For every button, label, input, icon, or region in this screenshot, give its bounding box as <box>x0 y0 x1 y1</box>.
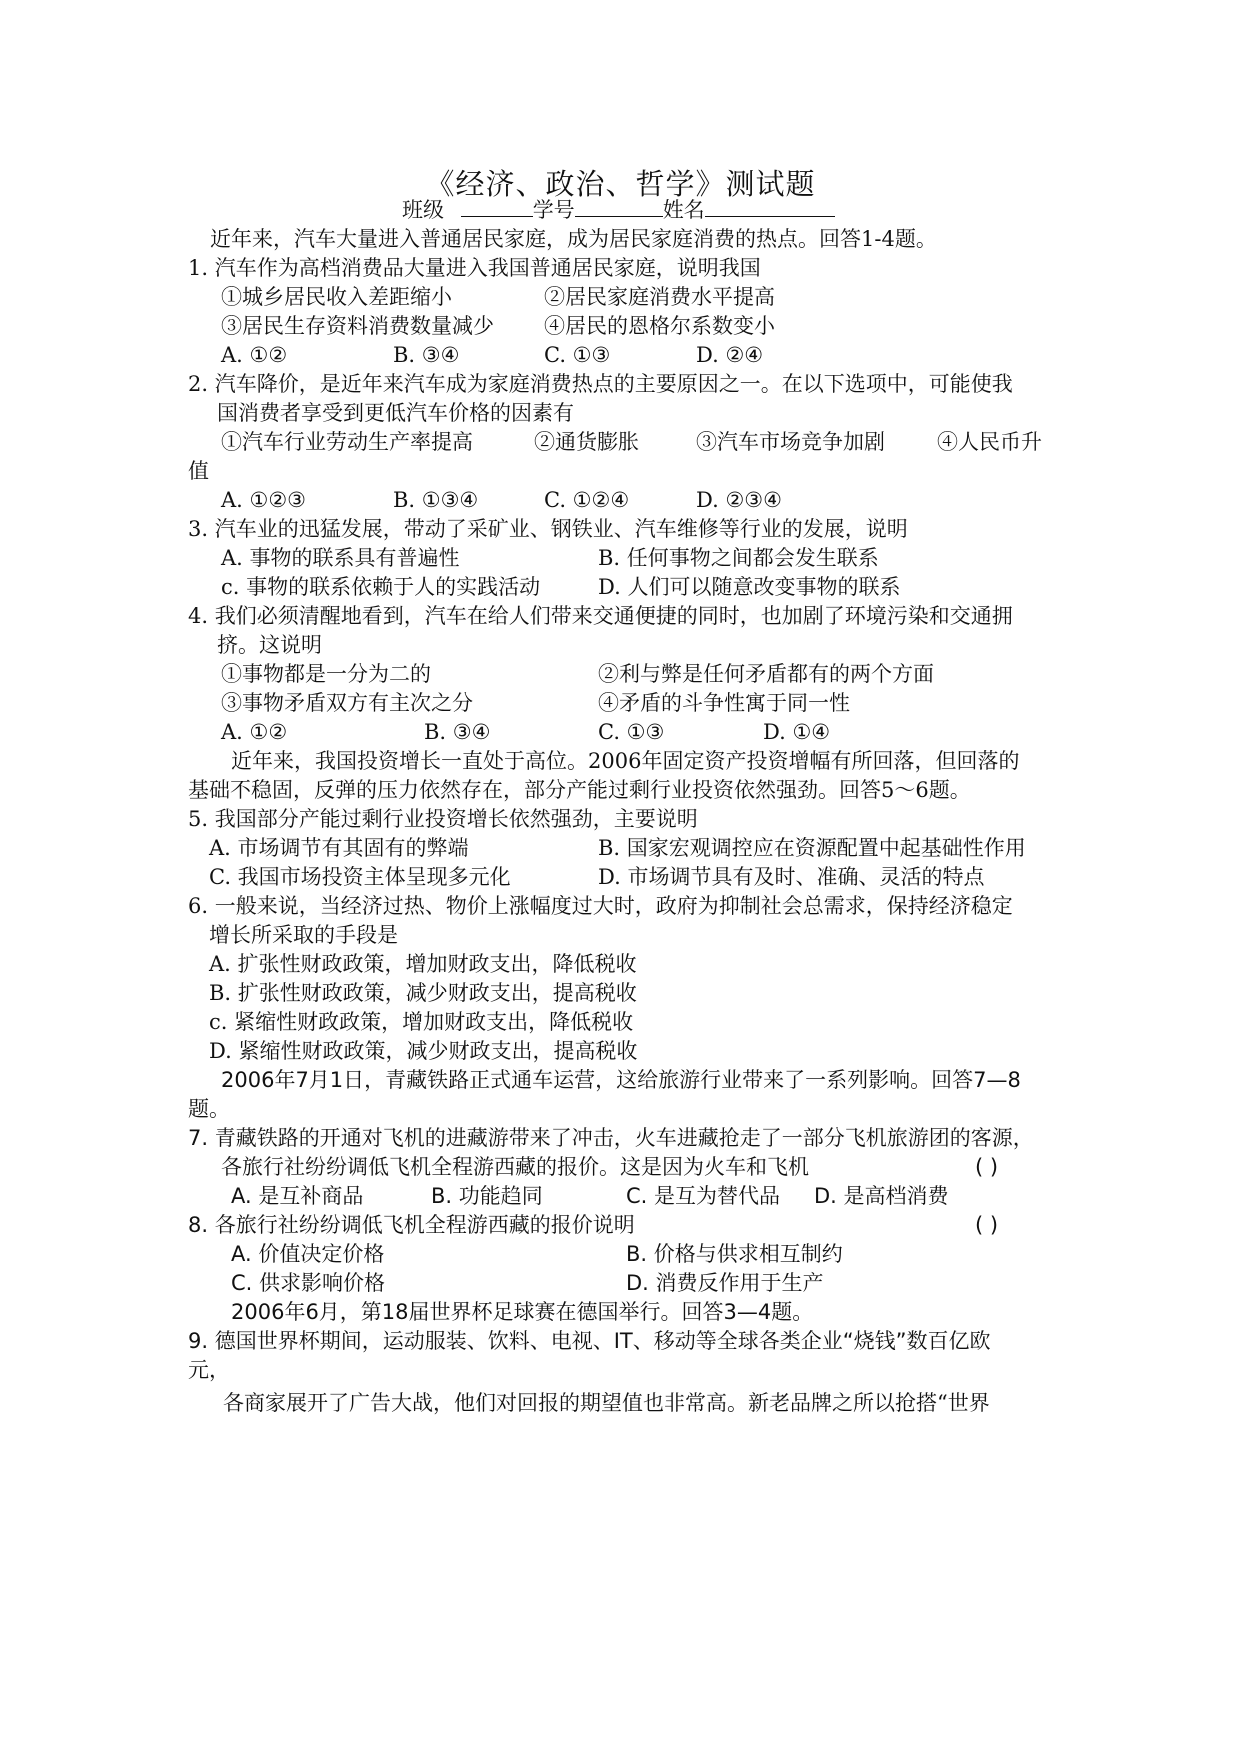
q4-option-1: ①事物都是一分为二的 <box>221 662 431 686</box>
q3-choice-d[interactable]: D. 人们可以随意改变事物的联系 <box>598 575 901 599</box>
q7-stem-2: 各旅行社纷纷调低飞机全程游西藏的报价。这是因为火车和飞机 <box>221 1155 809 1179</box>
number-label: 学号 <box>532 198 575 222</box>
intro-3-line-1: 2006年7月1日，青藏铁路正式通车运营，这给旅游行业带来了一系列影响。回答7—8 <box>221 1068 1021 1092</box>
number-blank[interactable] <box>575 196 663 217</box>
q2-option-1: ①汽车行业劳动生产率提高 <box>221 430 473 454</box>
q6-choice-a[interactable]: A. 扩张性财政政策，增加财政支出，降低税收 <box>209 952 637 976</box>
intro-2-line-2: 基础不稳固，反弹的压力依然存在，部分产能过剩行业投资依然强劲。回答5～6题。 <box>188 778 971 802</box>
class-label: 班级 <box>402 198 444 222</box>
q8-choice-a[interactable]: A. 价值决定价格 <box>231 1242 385 1266</box>
q1-choice-b[interactable]: B. ③④ <box>393 343 460 367</box>
q7-choice-b[interactable]: B. 功能趋同 <box>431 1184 543 1208</box>
q6-choice-c[interactable]: c. 紧缩性财政政策，增加财政支出，降低税收 <box>209 1010 634 1034</box>
q9-stem-1: 9. 德国世界杯期间，运动服装、饮料、电视、IT、移动等全球各类企业“烧钱”数百亿欧 <box>188 1329 991 1353</box>
q7-choice-c[interactable]: C. 是互为替代品 <box>626 1184 781 1208</box>
q1-stem: 1. 汽车作为高档消费品大量进入我国普通居民家庭，说明我国 <box>188 256 761 280</box>
q9-stem-2: 元， <box>188 1358 230 1382</box>
q5-choice-c[interactable]: C. 我国市场投资主体呈现多元化 <box>209 865 511 889</box>
q2-stem-2: 国消费者享受到更低汽车价格的因素有 <box>217 401 574 425</box>
q1-option-3: ③居民生存资料消费数量减少 <box>221 314 494 338</box>
name-blank[interactable] <box>705 196 835 217</box>
q4-stem-1: 4. 我们必须清醒地看到，汽车在给人们带来交通便捷的同时，也加剧了环境污染和交通拥 <box>188 604 1013 628</box>
name-label: 姓名 <box>662 198 705 222</box>
q3-stem: 3. 汽车业的迅猛发展，带动了采矿业、钢铁业、汽车维修等行业的发展，说明 <box>188 517 908 541</box>
page-title: 《经济、政治、哲学》测试题 <box>425 167 816 201</box>
q2-choice-a[interactable]: A. ①②③ <box>221 488 306 512</box>
q8-choice-c[interactable]: C. 供求影响价格 <box>231 1271 386 1295</box>
q6-stem-1: 6. 一般来说，当经济过热、物价上涨幅度过大时，政府为抑制社会总需求，保持经济稳定 <box>188 894 1013 918</box>
intro-4: 2006年6月，第18届世界杯足球赛在德国举行。回答3—4题。 <box>231 1300 814 1324</box>
q3-choice-c[interactable]: c. 事物的联系依赖于人的实践活动 <box>221 575 541 599</box>
q4-choice-b[interactable]: B. ③④ <box>424 720 491 744</box>
q1-choice-d[interactable]: D. ②④ <box>696 343 764 367</box>
q4-option-3: ③事物矛盾双方有主次之分 <box>221 691 473 715</box>
q4-choice-c[interactable]: C. ①③ <box>598 720 665 744</box>
student-info-line <box>402 196 835 223</box>
q9-stem-3: 各商家展开了广告大战，他们对回报的期望值也非常高。新老品牌之所以抢搭“世界 <box>223 1391 990 1415</box>
q8-stem: 8. 各旅行社纷纷调低飞机全程游西藏的报价说明 <box>188 1213 635 1237</box>
q4-option-4: ④矛盾的斗争性寓于同一性 <box>598 691 850 715</box>
q2-option-2: ②通货膨胀 <box>534 430 639 454</box>
q6-stem-2: 增长所采取的手段是 <box>209 923 398 947</box>
q4-option-2: ②利与弊是任何矛盾都有的两个方面 <box>598 662 934 686</box>
q4-stem-2: 挤。这说明 <box>217 633 322 657</box>
intro-3-line-2: 题。 <box>188 1097 230 1121</box>
q7-answer-parens[interactable]: ( ) <box>975 1155 999 1179</box>
q7-stem-1: 7. 青藏铁路的开通对飞机的进藏游带来了冲击，火车进藏抢走了一部分飞机旅游团的客源， <box>188 1126 1034 1150</box>
q1-option-1: ①城乡居民收入差距缩小 <box>221 285 452 309</box>
q1-choice-a[interactable]: A. ①② <box>221 343 288 367</box>
q2-stem-1: 2. 汽车降价，是近年来汽车成为家庭消费热点的主要原因之一。在以下选项中，可能使我 <box>188 372 1013 396</box>
q4-choice-d[interactable]: D. ①④ <box>763 720 831 744</box>
class-blank[interactable] <box>461 196 533 217</box>
intro-1: 近年来，汽车大量进入普通居民家庭，成为居民家庭消费的热点。回答1-4题。 <box>210 227 937 251</box>
q2-option-4-cont: 值 <box>188 459 209 483</box>
q4-choice-a[interactable]: A. ①② <box>221 720 288 744</box>
q3-choice-a[interactable]: A. 事物的联系具有普遍性 <box>221 546 460 570</box>
q8-choice-b[interactable]: B. 价格与供求相互制约 <box>626 1242 843 1266</box>
q3-choice-b[interactable]: B. 任何事物之间都会发生联系 <box>598 546 879 570</box>
q7-choice-d[interactable]: D. 是高档消费 <box>814 1184 949 1208</box>
q2-choice-c[interactable]: C. ①②④ <box>544 488 630 512</box>
q2-option-4: ④人民币升 <box>937 430 1042 454</box>
intro-2-line-1: 近年来，我国投资增长一直处于高位。2006年固定资产投资增幅有所回落，但回落的 <box>231 749 1020 773</box>
q2-option-3: ③汽车市场竞争加剧 <box>696 430 885 454</box>
q5-choice-d[interactable]: D. 市场调节具有及时、准确、灵活的特点 <box>598 865 985 889</box>
q6-choice-d[interactable]: D. 紧缩性财政政策，减少财政支出，提高税收 <box>209 1039 638 1063</box>
q2-choice-d[interactable]: D. ②③④ <box>696 488 782 512</box>
q8-choice-d[interactable]: D. 消费反作用于生产 <box>626 1271 824 1295</box>
q1-option-4: ④居民的恩格尔系数变小 <box>544 314 775 338</box>
q1-choice-c[interactable]: C. ①③ <box>544 343 611 367</box>
q5-choice-a[interactable]: A. 市场调节有其固有的弊端 <box>209 836 469 860</box>
q5-choice-b[interactable]: B. 国家宏观调控应在资源配置中起基础性作用 <box>598 836 1026 860</box>
q8-answer-parens[interactable]: ( ) <box>975 1213 999 1237</box>
q1-option-2: ②居民家庭消费水平提高 <box>544 285 775 309</box>
q6-choice-b[interactable]: B. 扩张性财政政策，减少财政支出，提高税收 <box>209 981 637 1005</box>
q7-choice-a[interactable]: A. 是互补商品 <box>231 1184 364 1208</box>
q5-stem: 5. 我国部分产能过剩行业投资增长依然强劲，主要说明 <box>188 807 698 831</box>
q2-choice-b[interactable]: B. ①③④ <box>393 488 479 512</box>
